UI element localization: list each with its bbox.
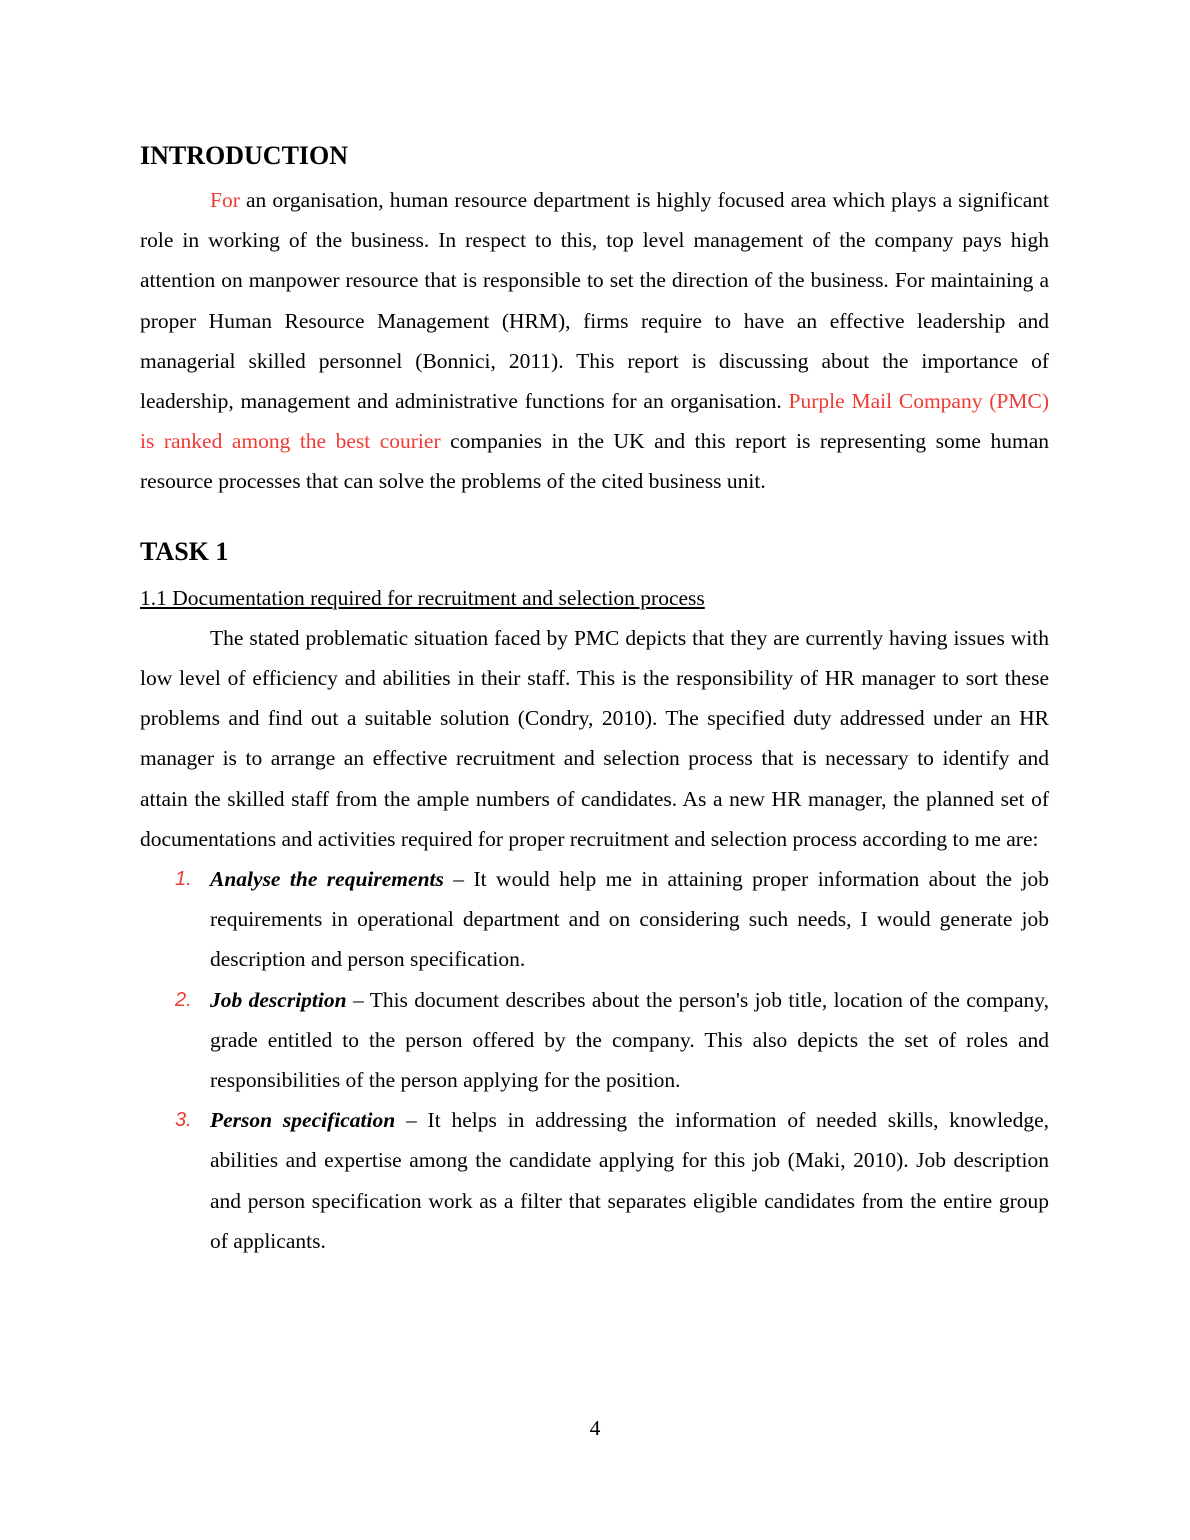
task1-subheading: 1.1 Documentation required for recruitment and selection process	[140, 585, 705, 610]
list-item	[140, 980, 1049, 1101]
list-text: – This document describes about the person's job title, location of the company, grade entitled to the person offered by the company. This also depicts the set of roles and responsibilities of the person applying for the position.	[210, 987, 1049, 1093]
document-page	[140, 140, 1049, 1261]
introduction-text-a: an organisation, human resource department is highly focused area which plays a significant role in working of the business. In respect to this, top level management of the company pays high attention on manpower resource that is responsible to set the direction of the business. For maintaining a proper Human Resource Management (HRM), firms require to have an effective leadership and managerial skilled personnel (Bonnici, 2011). This report is discussing about the importance of leadership, management and administrative functions for an organisation.	[140, 188, 1049, 414]
list-number: 2.	[175, 988, 192, 1011]
list-term: Job description	[210, 987, 347, 1012]
documentation-list	[140, 859, 1049, 1261]
list-term: Person specification	[210, 1108, 396, 1133]
introduction-heading: INTRODUCTION	[140, 141, 349, 170]
highlighted-text-for: For	[210, 188, 240, 212]
introduction-text-b: companies in the UK and this report is representing some human resource processes that can solve the problems of the cited business unit.	[140, 429, 1049, 494]
list-text: – It helps in addressing the information of needed skills, knowledge, abilities and expertise among the candidate applying for this job (Maki, 2010). Job description and person specification work as a filter that separates eligible candidates from the entire group of applicants.	[210, 1108, 1050, 1253]
list-item	[140, 1100, 1049, 1261]
highlighted-text-pmc: Purple Mail Company (PMC) is ranked among the best courier	[140, 389, 1049, 454]
task1-heading: TASK 1	[140, 536, 229, 566]
page-number: 4	[589, 1416, 601, 1440]
list-item	[140, 859, 1049, 980]
introduction-paragraph	[140, 180, 1049, 502]
list-number: 1.	[175, 868, 192, 891]
list-term: Analyse the requirements	[210, 867, 444, 892]
list-text: – It would help me in attaining proper information about the job requirements in operational department and on considering such needs, I would generate job description and person specification.	[210, 867, 1049, 972]
list-number: 3.	[175, 1109, 192, 1132]
task1-paragraph: The stated problematic situation faced by PMC depicts that they are currently having issues with low level of efficiency and abilities in their staff. This is the responsibility of HR manager to sort these problems and find out a suitable solution (Condry, 2010). The specified duty addressed under an HR manager is to arrange an effective recruitment and selection process that is necessary to identify and attain the skilled staff from the ample numbers of candidates. As a new HR manager, the planned set of documentations and activities required for proper recruitment and selection process according to me are:	[140, 625, 1049, 851]
